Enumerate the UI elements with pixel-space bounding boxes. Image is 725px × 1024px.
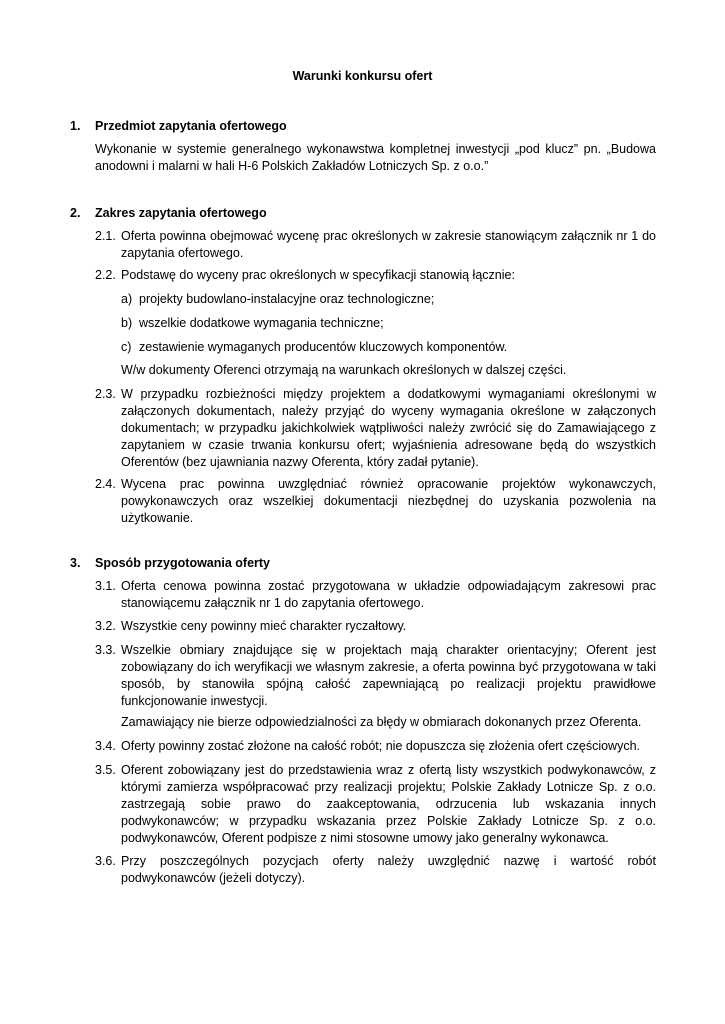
item-number: 2.2. — [95, 268, 116, 282]
section-3 — [0, 555, 725, 885]
section-1-heading — [0, 118, 725, 135]
section-title: Sposób przygotowania oferty — [95, 556, 271, 570]
list-text: wszelkie dodatkowe wymagania techniczne; — [139, 316, 384, 330]
section-3-heading — [0, 555, 725, 572]
section-3-note: Zamawiający nie bierze odpowiedzialności za błędy w obmiarach dokonanych przez Oferenta. — [121, 715, 642, 729]
item-text: Oferta powinna obejmować wycenę prac określonych w zakresie stanowiącym załącznik nr 1 do zapytania ofertowego. — [121, 229, 656, 260]
section-2-note: W/w dokumenty Oferenci otrzymają na warunkach określonych w dalszej części. — [121, 363, 567, 377]
section-1 — [0, 118, 725, 173]
item-number: 2.1. — [95, 229, 116, 243]
list-marker: a) — [121, 292, 133, 306]
item-number: 2.4. — [95, 477, 116, 491]
item-text: Oferty powinny zostać złożone na całość robót; nie dopuszcza się złożenia ofert częściowych. — [121, 739, 641, 753]
item-number: 3.2. — [95, 619, 116, 633]
item-number: 3.5. — [95, 763, 116, 777]
list-marker: c) — [121, 340, 132, 354]
item-number: 3.3. — [95, 643, 116, 657]
section-2-heading — [0, 205, 725, 222]
section-title: Przedmiot zapytania ofertowego — [95, 119, 287, 133]
item-text: Wszystkie ceny powinny mieć charakter ryczałtowy. — [121, 619, 407, 633]
item-text: Podstawę do wyceny prac określonych w specyfikacji stanowią łącznie: — [121, 268, 515, 282]
item-text: Oferta cenowa powinna zostać przygotowana w układzie odpowiadającym zakresowi prac stanowiącemu załącznik nr 1 do zapytania ofertowego. — [121, 579, 656, 610]
list-text: zestawienie wymaganych producentów kluczowych komponentów. — [139, 340, 508, 354]
item-text: Przy poszczególnych pozycjach oferty należy uwzględnić nazwę i wartość robót podwykonawców (jeżeli dotyczy). — [121, 854, 656, 885]
section-number: 1. — [70, 119, 81, 133]
list-marker: b) — [121, 316, 133, 330]
section-2 — [0, 205, 725, 525]
item-number: 2.3. — [95, 387, 116, 401]
section-number: 2. — [70, 206, 81, 220]
section-number: 3. — [70, 556, 81, 570]
item-number: 3.6. — [95, 854, 116, 868]
item-number: 3.1. — [95, 579, 116, 593]
item-number: 3.4. — [95, 739, 116, 753]
document-title: Warunki konkursu ofert — [292, 69, 433, 83]
item-text: W przypadku rozbieżności między projektem a dodatkowymi wymaganiami określonymi w załączonych dokumentach, należy przyjąć do wyceny wymagania określone w załączonych dokumentach; w przypadku jakichkolwiek wątpliwości należy zwrócić się do Zamawiającego z zapytaniem w czasie trwania konkursu ofert; wyjaśnienia adresowane będą do wszystkich Oferentów (bez ujawniania nazwy Oferenta, który zadał pytanie). — [121, 387, 656, 469]
item-text: Wycena prac powinna uwzględniać również opracowanie projektów wykonawczych, powykonawczych oraz wszelkiej dokumentacji niezbędnej do uzyskania pozwolenia na użytkowanie. — [121, 477, 656, 525]
item-text: Wszelkie obmiary znajdujące się w projektach mają charakter orientacyjny; Oferent jest zobowiązany do ich weryfikacji we własnym zakresie, a oferta powinna być przygotowana w taki sposób, by stanowiła spójną całość zapewniającą po realizacji projektu prawidłowe funkcjonowanie inwestycji. — [121, 643, 656, 708]
item-text: Oferent zobowiązany jest do przedstawienia wraz z ofertą listy wszystkich podwykonawców, z którymi zamierza współpracować przy realizacji projektu; Polskie Zakłady Lotnicze Sp. z o.o. zastrzegają sobie prawo do zaakceptowania, odrzucenia lub wskazania innych podwykonawców; w przypadku wskazania przez Polskie Zakłady Lotnicze Sp. z o.o. podwykonawców, Oferent podpisze z nimi stosowne umowy jako generalny wykonawca. — [121, 763, 656, 845]
section-title: Zakres zapytania ofertowego — [95, 206, 267, 220]
list-text: projekty budowlano-instalacyjne oraz technologiczne; — [139, 292, 435, 306]
section-1-text: Wykonanie w systemie generalnego wykonawstwa kompletnej inwestycji „pod klucz” pn. „Budowa anodowni i malarni w hali H-6 Polskich Zakładów Lotniczych Sp. z o.o.” — [95, 142, 656, 173]
